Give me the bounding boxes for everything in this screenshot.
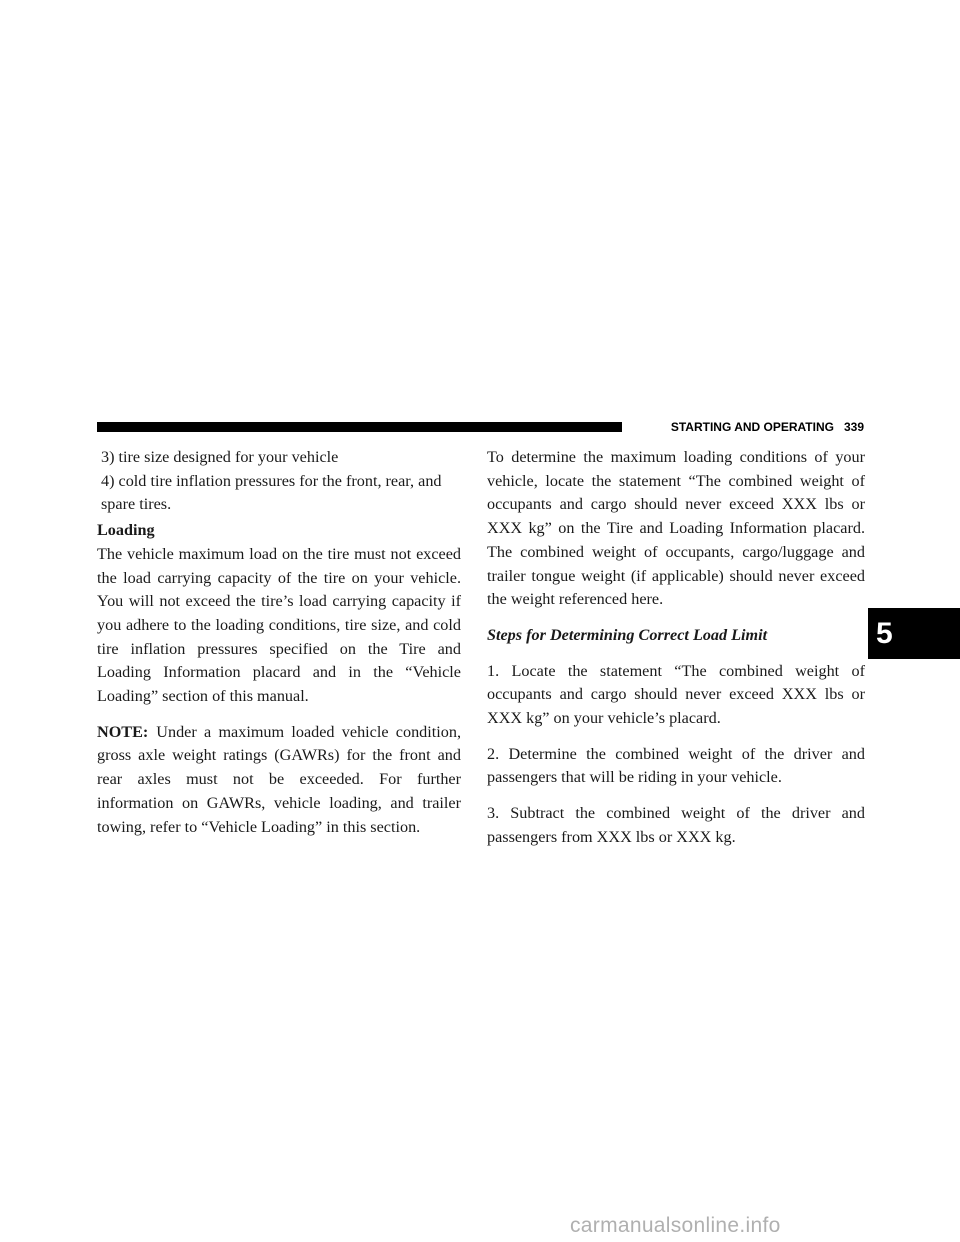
step-paragraph: 1. Locate the statement “The combined weight of occupants and cargo should never exceed XXX lbs or XXX kg” on your vehicle’s placard. — [487, 661, 865, 728]
page-number: 339 — [843, 420, 864, 434]
loading-paragraph: The vehicle maximum load on the tire must not exceed the load carrying capacity of the tire on your vehicle. You will not exceed the tire’s load carrying capacity if you adhere to the loading conditions, tire size, and cold tire inflation pressures specified on the Tire and Loading Information placard and in the “Vehicle Loading” section of this manual. — [97, 544, 461, 706]
running-header — [632, 419, 864, 435]
list-item: 4) cold tire inflation pressures for the front, rear, and spare tires. — [101, 471, 442, 514]
intro-paragraph: To determine the maximum loading conditions of your vehicle, locate the statement “The combined weight of occupants and cargo should never exceed XXX lbs or XXX kg” on the Tire and Loading Information placard. The combined weight of occupants, cargo/luggage and trailer tongue weight (if applicable) should never exceed the weight referenced here. — [487, 448, 865, 609]
note-paragraph — [97, 721, 461, 840]
right-column — [487, 446, 865, 862]
step-paragraph: 2. Determine the combined weight of the driver and passengers that will be riding in your vehicle. — [487, 744, 865, 787]
section-title: STARTING AND OPERATING — [670, 420, 834, 434]
subheading: Steps for Determining Correct Load Limit — [487, 625, 768, 644]
chapter-tab: 5 — [868, 608, 960, 659]
left-column — [97, 446, 461, 851]
note-text: Under a maximum loaded vehicle condition, gross axle weight ratings (GAWRs) for the front and rear axles must not be exceeded. For further information on GAWRs, vehicle loading, and trailer towing, refer to “Vehicle Loading” in this section. — [97, 722, 461, 836]
watermark: carmanualsonline.info — [570, 1214, 781, 1237]
section-heading: Loading — [97, 521, 155, 540]
list-item: 3) tire size designed for your vehicle — [101, 448, 339, 466]
header-rule — [97, 422, 622, 432]
note-label: NOTE: — [97, 722, 149, 741]
step-paragraph: 3. Subtract the combined weight of the driver and passengers from XXX lbs or XXX kg. — [487, 804, 865, 846]
